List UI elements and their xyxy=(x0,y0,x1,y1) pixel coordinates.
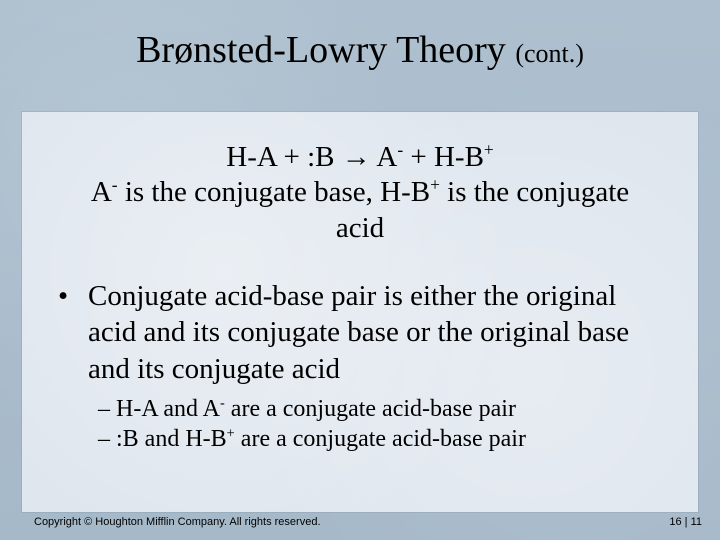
equation-part-1: H-A + :B → A xyxy=(226,141,398,173)
sub-bullet-item xyxy=(98,424,698,454)
bullet-text: Conjugate acid-base pair is either the original acid and its conjugate base or the original base and its conjugate acid xyxy=(88,280,630,385)
statement-line-3: acid xyxy=(335,211,385,244)
sub-bullet-post: are a conjugate acid-base pair xyxy=(224,396,516,422)
sub-bullet-dash: – xyxy=(98,396,110,422)
statement-a-sup: - xyxy=(111,174,118,195)
statement-b: is the conjugate base, H-B xyxy=(117,176,431,209)
statement-c: is the conjugate xyxy=(439,176,630,209)
equation-sup-2: + xyxy=(483,139,494,160)
title-main: Brønsted-Lowry Theory xyxy=(136,29,506,71)
sub-bullet-post: are a conjugate acid-base pair xyxy=(234,426,526,452)
page-number: 16 | 11 xyxy=(669,516,702,528)
equation-part-2: + H-B xyxy=(403,141,484,173)
sub-bullet-list xyxy=(98,394,698,454)
sub-bullet-sup: + xyxy=(226,425,235,442)
slide-title xyxy=(0,30,720,72)
sub-bullet-sup: - xyxy=(220,395,225,412)
statement-b-sup: + xyxy=(430,174,440,195)
title-suffix: (cont.) xyxy=(515,39,584,68)
equation-sup-1: - xyxy=(397,139,404,160)
reaction-equation xyxy=(22,140,698,175)
bullet-marker: • xyxy=(58,280,69,312)
statement-a: A xyxy=(90,176,112,209)
sub-bullet-pre: H-A and A xyxy=(110,396,220,422)
conjugate-statement xyxy=(22,175,698,210)
definition-block xyxy=(22,140,698,246)
sub-bullet-pre: :B and H-B xyxy=(110,426,227,452)
copyright-footer: Copyright © Houghton Mifflin Company. All rights reserved. xyxy=(34,516,321,528)
sub-bullet-item xyxy=(98,394,698,424)
bullet-point xyxy=(58,278,658,387)
sub-bullet-dash: – xyxy=(98,426,110,452)
